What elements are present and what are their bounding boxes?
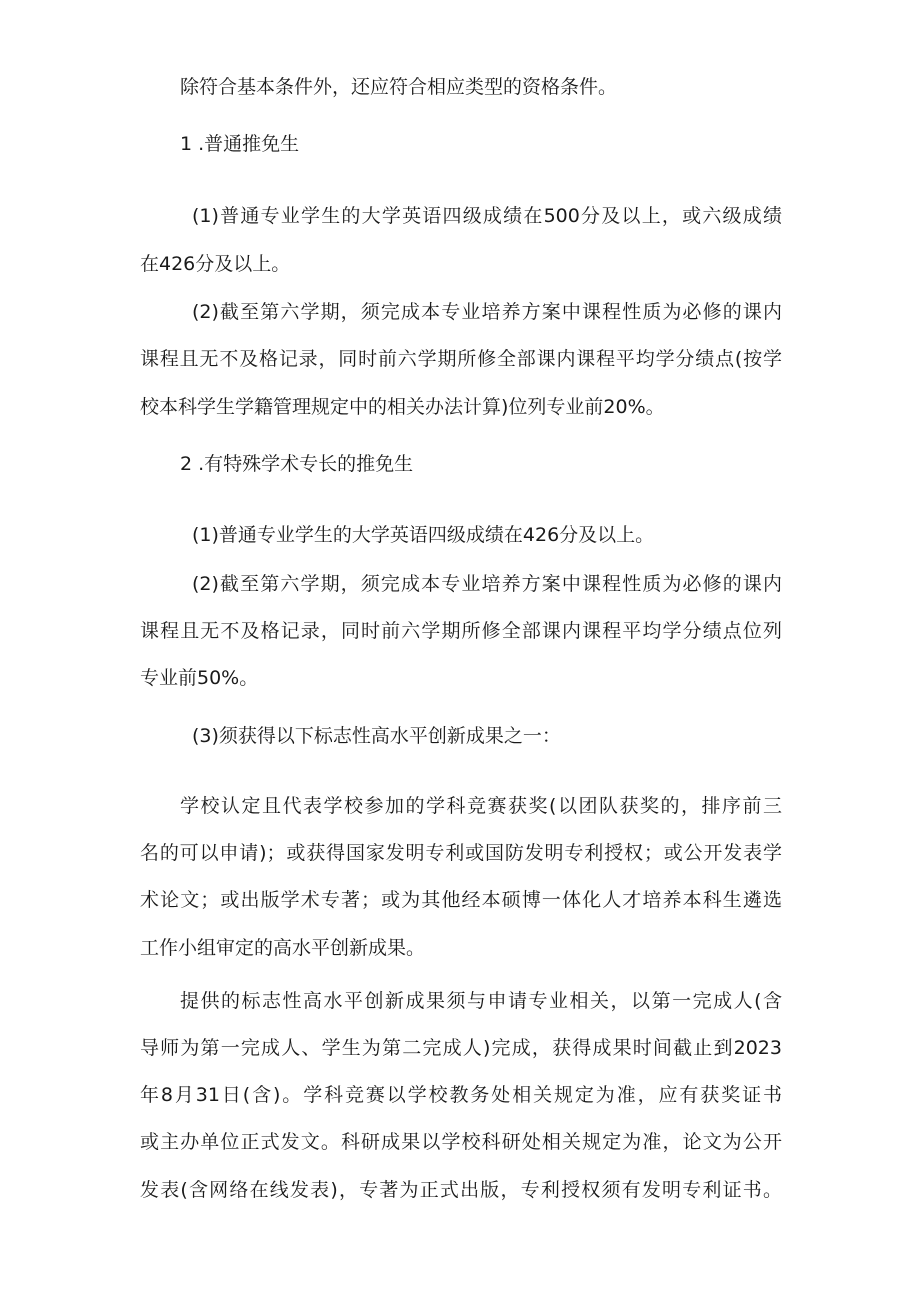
s2-para2-line1: 提供的标志性高水平创新成果须与申请专业相关，以第一完成人(含 bbox=[180, 990, 782, 1012]
s2-para2-line2: 导师为第一完成人、学生为第二完成人)完成，获得成果时间截止到2023 bbox=[140, 1037, 782, 1059]
s2-para1-line1: 学校认定且代表学校参加的学科竞赛获奖(以团队获奖的，排序前三 bbox=[180, 795, 782, 817]
s2-para1-line3: 术论文；或出版学术专著；或为其他经本硕博一体化人才培养本科生遴选 bbox=[140, 889, 782, 911]
s1-item2-line1: (2)截至第六学期，须完成本专业培养方案中课程性质为必修的课内 bbox=[192, 301, 782, 323]
s2-para2-line4: 或主办单位正式发文。科研成果以学校科研处相关规定为准，论文为公开 bbox=[140, 1131, 782, 1153]
s2-para2-line5: 发表(含网络在线发表)，专著为正式出版，专利授权须有发明专利证书。 bbox=[140, 1179, 782, 1201]
s2-para1-line2: 名的可以申请)；或获得国家发明专利或国防发明专利授权；或公开发表学 bbox=[140, 842, 782, 864]
s2-item3-line1: (3)须获得以下标志性高水平创新成果之一： bbox=[192, 725, 561, 747]
s1-item1-line1: (1)普通专业学生的大学英语四级成绩在500分及以上，或六级成绩 bbox=[192, 205, 782, 227]
section-1-heading: 1 .普通推免生 bbox=[180, 133, 300, 155]
s2-para1-line4: 工作小组审定的高水平创新成果。 bbox=[140, 937, 426, 959]
s2-item1-line1: (1)普通专业学生的大学英语四级成绩在426分及以上。 bbox=[192, 524, 655, 546]
s1-item2-line3: 校本科学生学籍管理规定中的相关办法计算)位列专业前20%。 bbox=[140, 396, 665, 418]
s1-item1-line2: 在426分及以上。 bbox=[140, 253, 291, 275]
s2-para2-line3: 年8月31日(含)。学科竞赛以学校教务处相关规定为准，应有获奖证书 bbox=[140, 1084, 782, 1106]
s2-item2-line1: (2)截至第六学期，须完成本专业培养方案中课程性质为必修的课内 bbox=[192, 573, 782, 595]
s2-item2-line3: 专业前50%。 bbox=[140, 667, 259, 689]
section-2-heading: 2 .有特殊学术专长的推免生 bbox=[180, 453, 414, 475]
s1-item2-line2: 课程且无不及格记录，同时前六学期所修全部课内课程平均学分绩点(按学 bbox=[140, 348, 782, 370]
s2-item2-line2: 课程且无不及格记录，同时前六学期所修全部课内课程平均学分绩点位列 bbox=[140, 620, 782, 642]
intro-text: 除符合基本条件外，还应符合相应类型的资格条件。 bbox=[180, 76, 618, 98]
